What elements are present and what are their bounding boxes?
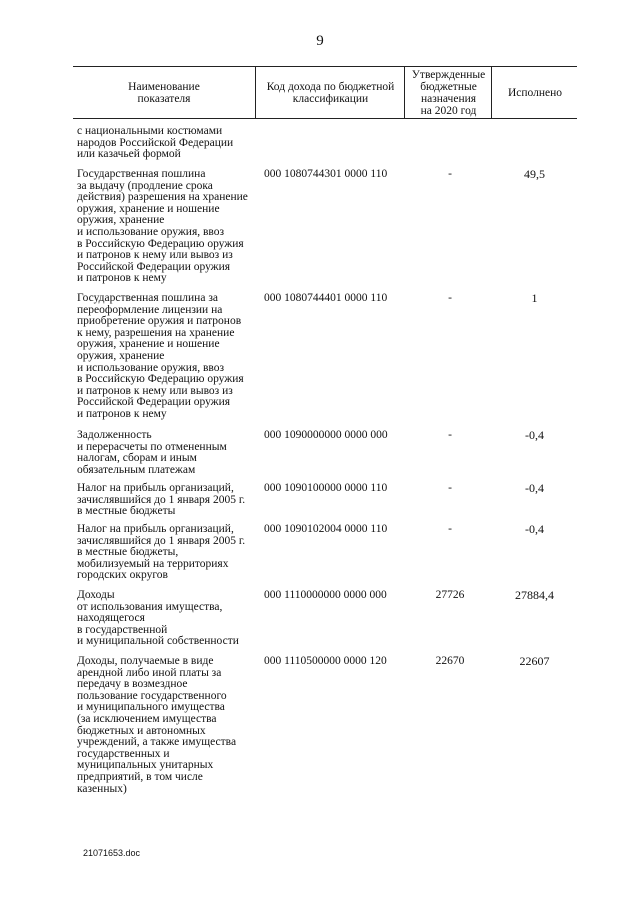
table-header	[73, 66, 577, 119]
document-filename: 21071653.doc	[83, 848, 141, 858]
page-number: 9	[316, 33, 324, 49]
row-code: 000 1110500000 0000 120	[264, 655, 387, 667]
row-code: 000 1110000000 0000 000	[264, 589, 387, 601]
row-name: Налог на прибыль организаций, зачислявшийся до 1 января 2005 г. в местные бюджеты	[77, 482, 246, 518]
header-executed: Исполнено	[507, 86, 563, 99]
header-code-cell	[255, 67, 405, 118]
row-executed: 49,5	[524, 167, 545, 181]
row-name: Государственная пошлина за выдачу (продление срока действия) разрешения на хранение оружия, хранение и ношение оружия, хранение и использование оружия, ввоз в Российскую Федерацию оружия и патронов к нему или вывоз из Российской Федерации оружия и патронов к нему	[77, 168, 248, 285]
row-executed: 1	[531, 291, 538, 305]
header-executed-cell	[491, 67, 578, 118]
row-executed: -0,4	[525, 481, 544, 495]
row-name: Доходы от использования имущества, находящегося в государственной и муниципальной собственности	[77, 589, 239, 648]
row-name: Доходы, получаемые в виде арендной либо иной платы за передачу в возмездное пользование государственного и муниципального имущества (за исключением имущества бюджетных и автономных учреждений, а также имущества государственных и муниципальных унитарных предприятий, в том числе казенных)	[77, 655, 237, 795]
row-name: с национальными костюмами народов Российской Федерации или казачьей формой	[77, 125, 234, 161]
header-approved-cell	[404, 67, 492, 118]
row-code: 000 1090100000 0000 110	[264, 482, 388, 494]
row-approved: -	[448, 429, 452, 441]
row-executed: -0,4	[525, 522, 544, 536]
row-approved: -	[448, 168, 452, 180]
row-code: 000 1090000000 0000 000	[264, 429, 388, 441]
header-code: Код дохода по бюджетной классификации	[266, 80, 395, 105]
header-name: Наименование показателя	[128, 80, 200, 105]
row-code: 000 1090102004 0000 110	[264, 523, 388, 535]
row-name: Налог на прибыль организаций, зачислявшийся до 1 января 2005 г. в местные бюджеты, мобилизуемый на территориях городских округов	[77, 523, 246, 582]
row-approved: -	[448, 292, 452, 304]
row-executed: -0,4	[525, 428, 544, 442]
row-approved: -	[448, 482, 452, 494]
row-name: Государственная пошлина за переоформление лицензии на приобретение оружия и патронов к нему, разрешения на хранение оружия, хранение и ношение оружия, хранение и использование оружия, ввоз в Российскую Федерацию оружия и патронов к нему или вывоз из Российской Федерации оружия и патронов к нему	[77, 292, 244, 420]
row-executed: 22607	[519, 654, 550, 668]
row-approved: 27726	[435, 589, 465, 601]
row-name: Задолженность и перерасчеты по отмененным налогам, сборам и иным обязательным платежам	[77, 429, 227, 476]
row-approved: -	[448, 523, 452, 535]
header-approved: Утвержденные бюджетные назначения на 2020 год	[411, 68, 486, 117]
row-executed: 27884,4	[515, 588, 554, 602]
header-name-cell	[73, 67, 255, 118]
row-code: 000 1080744301 0000 110	[264, 168, 388, 180]
row-approved: 22670	[435, 655, 465, 667]
row-code: 000 1080744401 0000 110	[264, 292, 388, 304]
